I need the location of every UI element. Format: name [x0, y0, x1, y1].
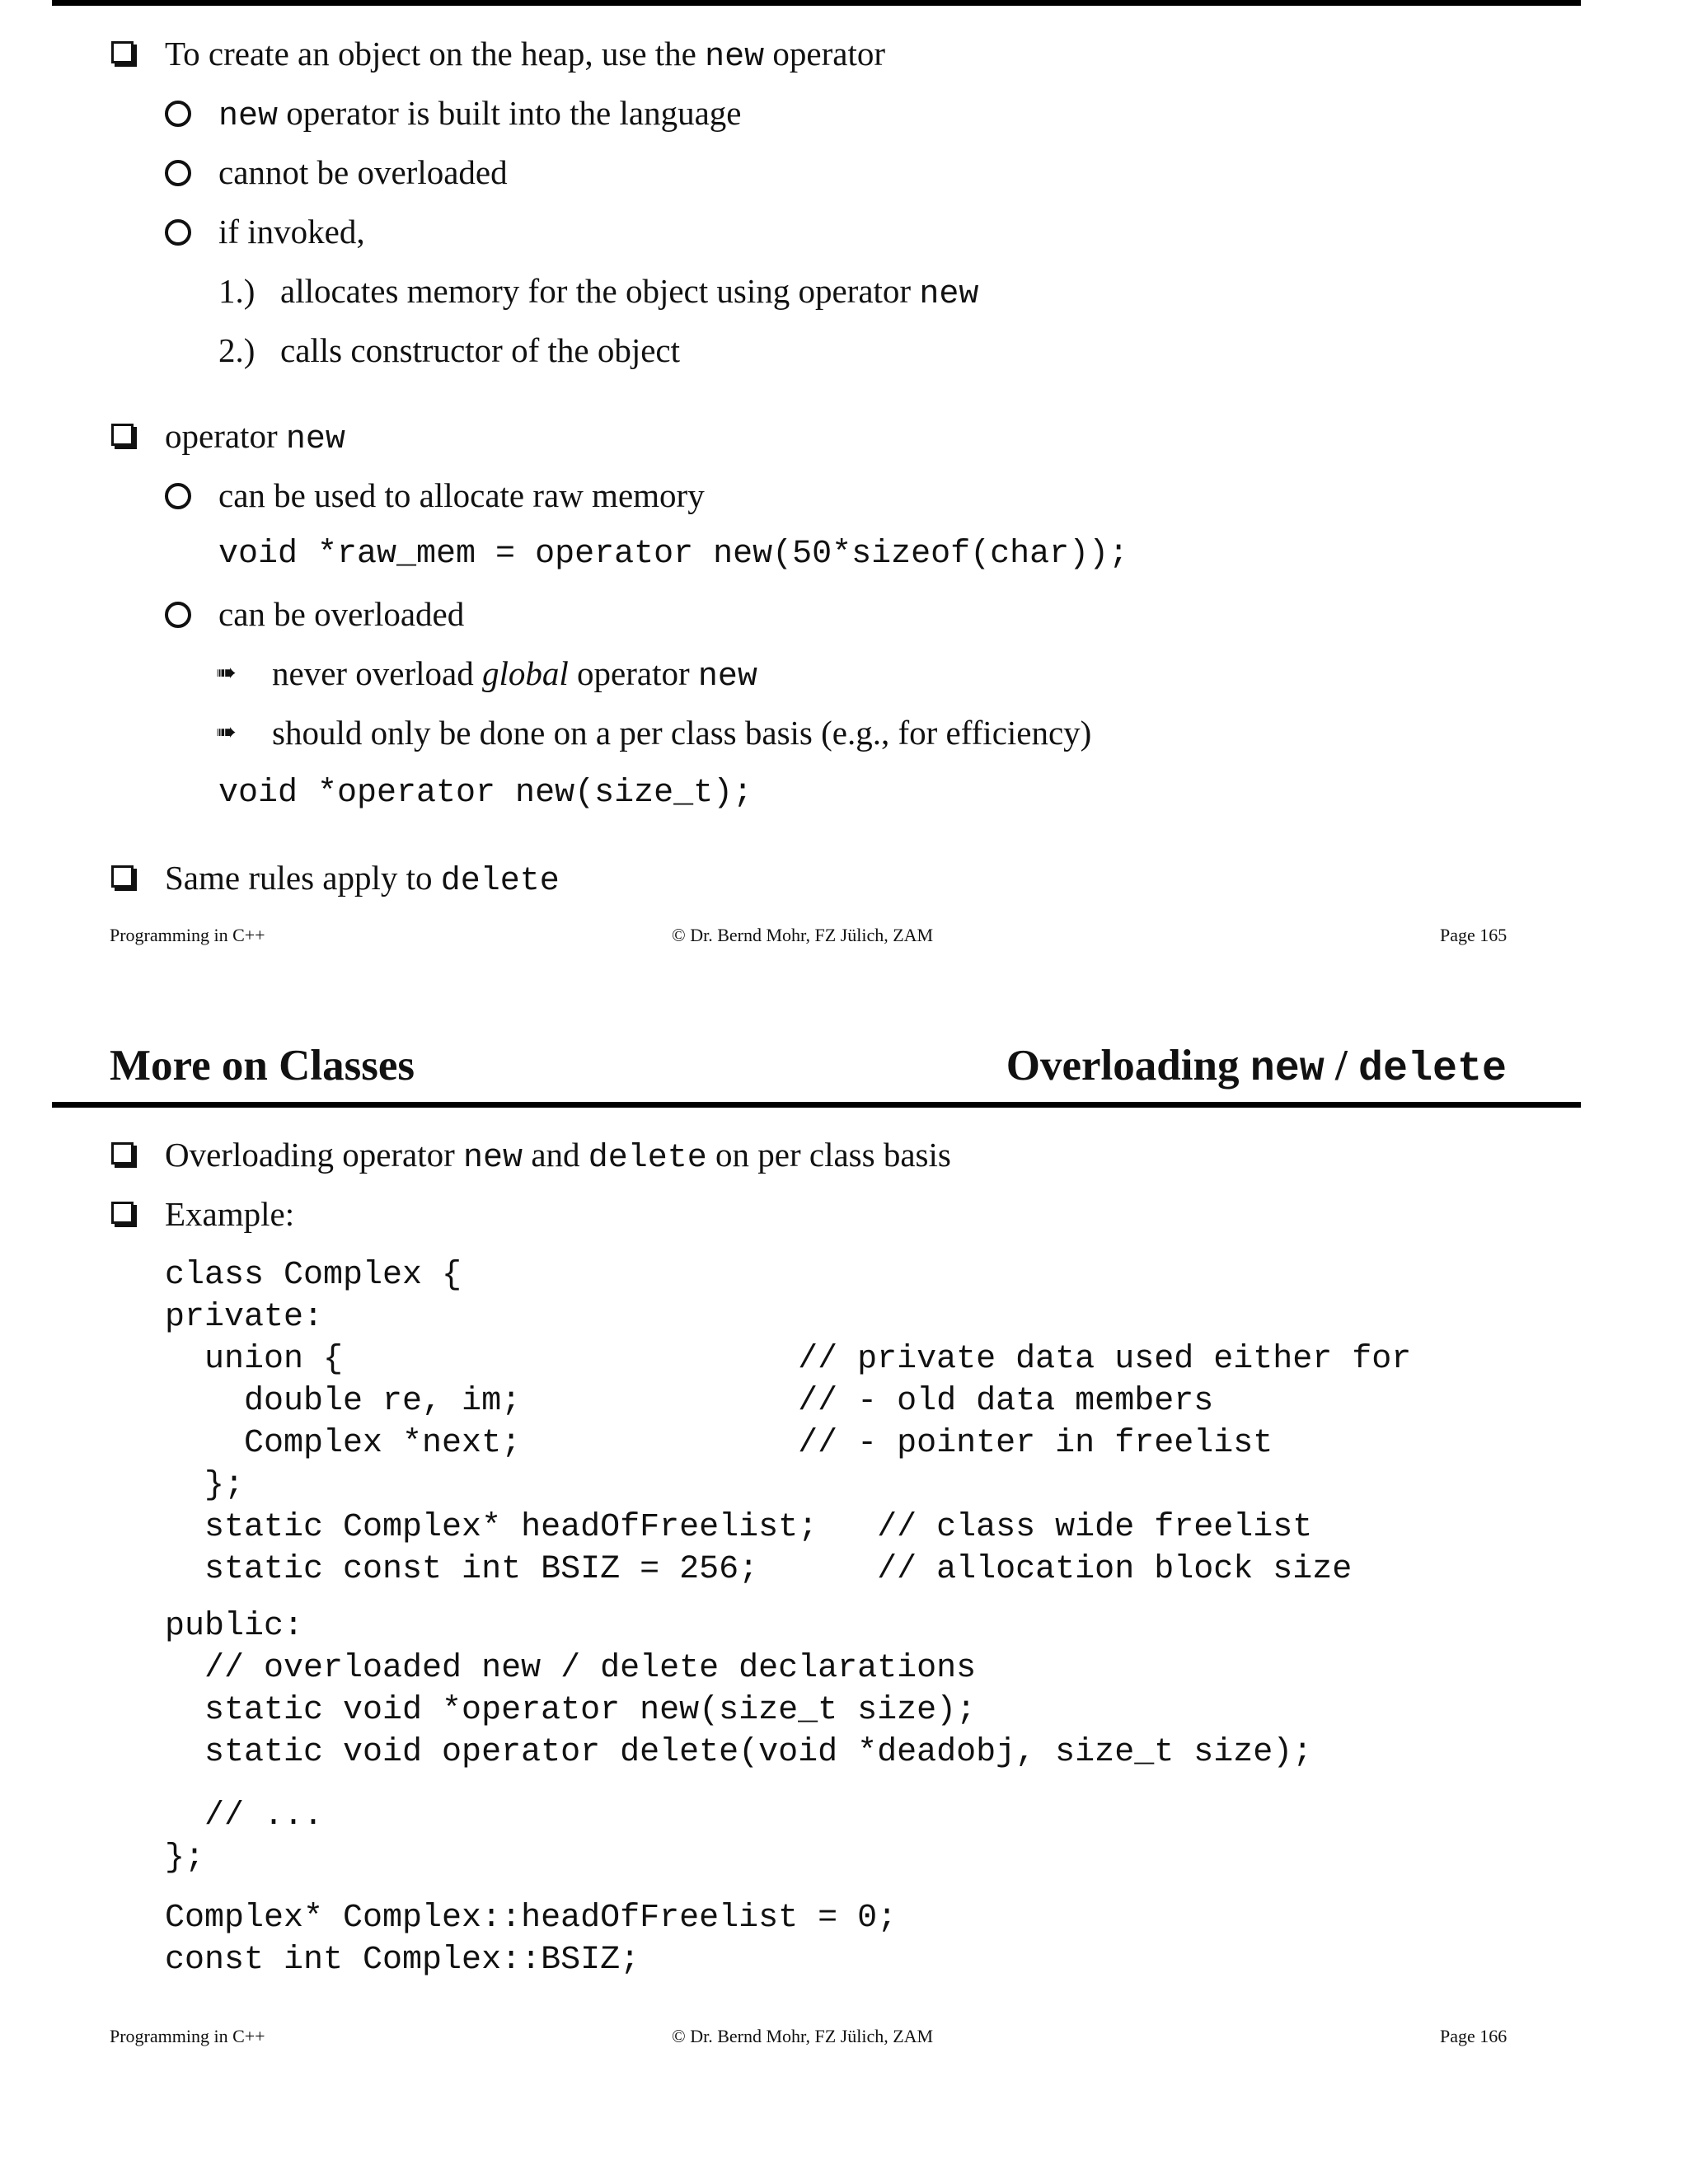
- code-block-definitions: Complex* Complex::headOfFreelist = 0; const int Complex::BSIZ;: [165, 1900, 898, 1979]
- step-text: allocates memory for the object using operator new: [280, 272, 979, 313]
- arrow-bullet-text: should only be done on a per class basis (e.g., for efficiency): [272, 714, 1092, 752]
- bullet-text: To create an object on the heap, use the new operator: [165, 35, 885, 76]
- step-number: 1.): [218, 272, 256, 310]
- arrow-bullet-text: never overload global operator new: [272, 654, 757, 696]
- code-line: void *raw_mem = operator new(50*sizeof(char));: [218, 536, 1129, 573]
- step-number: 2.): [218, 331, 256, 369]
- sub-bullet-text: new operator is built into the language: [218, 94, 742, 135]
- bullet-text: Example:: [165, 1195, 295, 1233]
- slide-title: Overloading new / delete: [1006, 1042, 1507, 1093]
- footer-left: Programming in C++: [110, 925, 265, 945]
- checkbox-bullet-icon: [111, 41, 134, 63]
- bullet-text: operator new: [165, 417, 345, 458]
- circle-bullet-icon: [165, 602, 191, 628]
- footer-center: © Dr. Bernd Mohr, FZ Jülich, ZAM: [672, 925, 934, 945]
- code-block-end: // ... };: [165, 1797, 324, 1877]
- arrow-bullet-icon: ➠: [216, 718, 237, 747]
- code-block-class: class Complex { private: union { // private data used either for double re, im; // - old data members Complex *next; // - pointer in freelist }; static Complex* headOfFreelist; // class wide freelist static const int BSIZ = 256; // allocation block size: [165, 1257, 1412, 1588]
- sub-bullet-text: can be used to allocate raw memory: [218, 476, 705, 514]
- bullet-text: Overloading operator new and delete on per class basis: [165, 1136, 951, 1177]
- header-rule: [52, 1102, 1581, 1108]
- arrow-bullet-icon: ➠: [216, 658, 237, 687]
- checkbox-bullet-icon: [111, 865, 134, 888]
- code-block-public: public: // overloaded new / delete declarations static void *operator new(size_t size); static void operator delete(void *deadobj, size_t size);: [165, 1608, 1313, 1771]
- code-line: void *operator new(size_t);: [218, 775, 753, 812]
- circle-bullet-icon: [165, 219, 191, 246]
- top-rule: [52, 0, 1581, 6]
- footer-right: Page 165: [1440, 925, 1507, 945]
- circle-bullet-icon: [165, 483, 191, 509]
- section-title: More on Classes: [110, 1042, 415, 1090]
- checkbox-bullet-icon: [111, 1202, 134, 1224]
- footer-right: Page 166: [1440, 2026, 1507, 2046]
- circle-bullet-icon: [165, 160, 191, 186]
- footer-left: Programming in C++: [110, 2026, 265, 2046]
- circle-bullet-icon: [165, 101, 191, 127]
- sub-bullet-text: can be overloaded: [218, 595, 465, 633]
- step-text: calls constructor of the object: [280, 331, 680, 369]
- checkbox-bullet-icon: [111, 1142, 134, 1165]
- bullet-text: Same rules apply to delete: [165, 859, 560, 900]
- sub-bullet-text: if invoked,: [218, 213, 365, 251]
- footer-center: © Dr. Bernd Mohr, FZ Jülich, ZAM: [672, 2026, 934, 2046]
- sub-bullet-text: cannot be overloaded: [218, 153, 508, 191]
- checkbox-bullet-icon: [111, 424, 134, 446]
